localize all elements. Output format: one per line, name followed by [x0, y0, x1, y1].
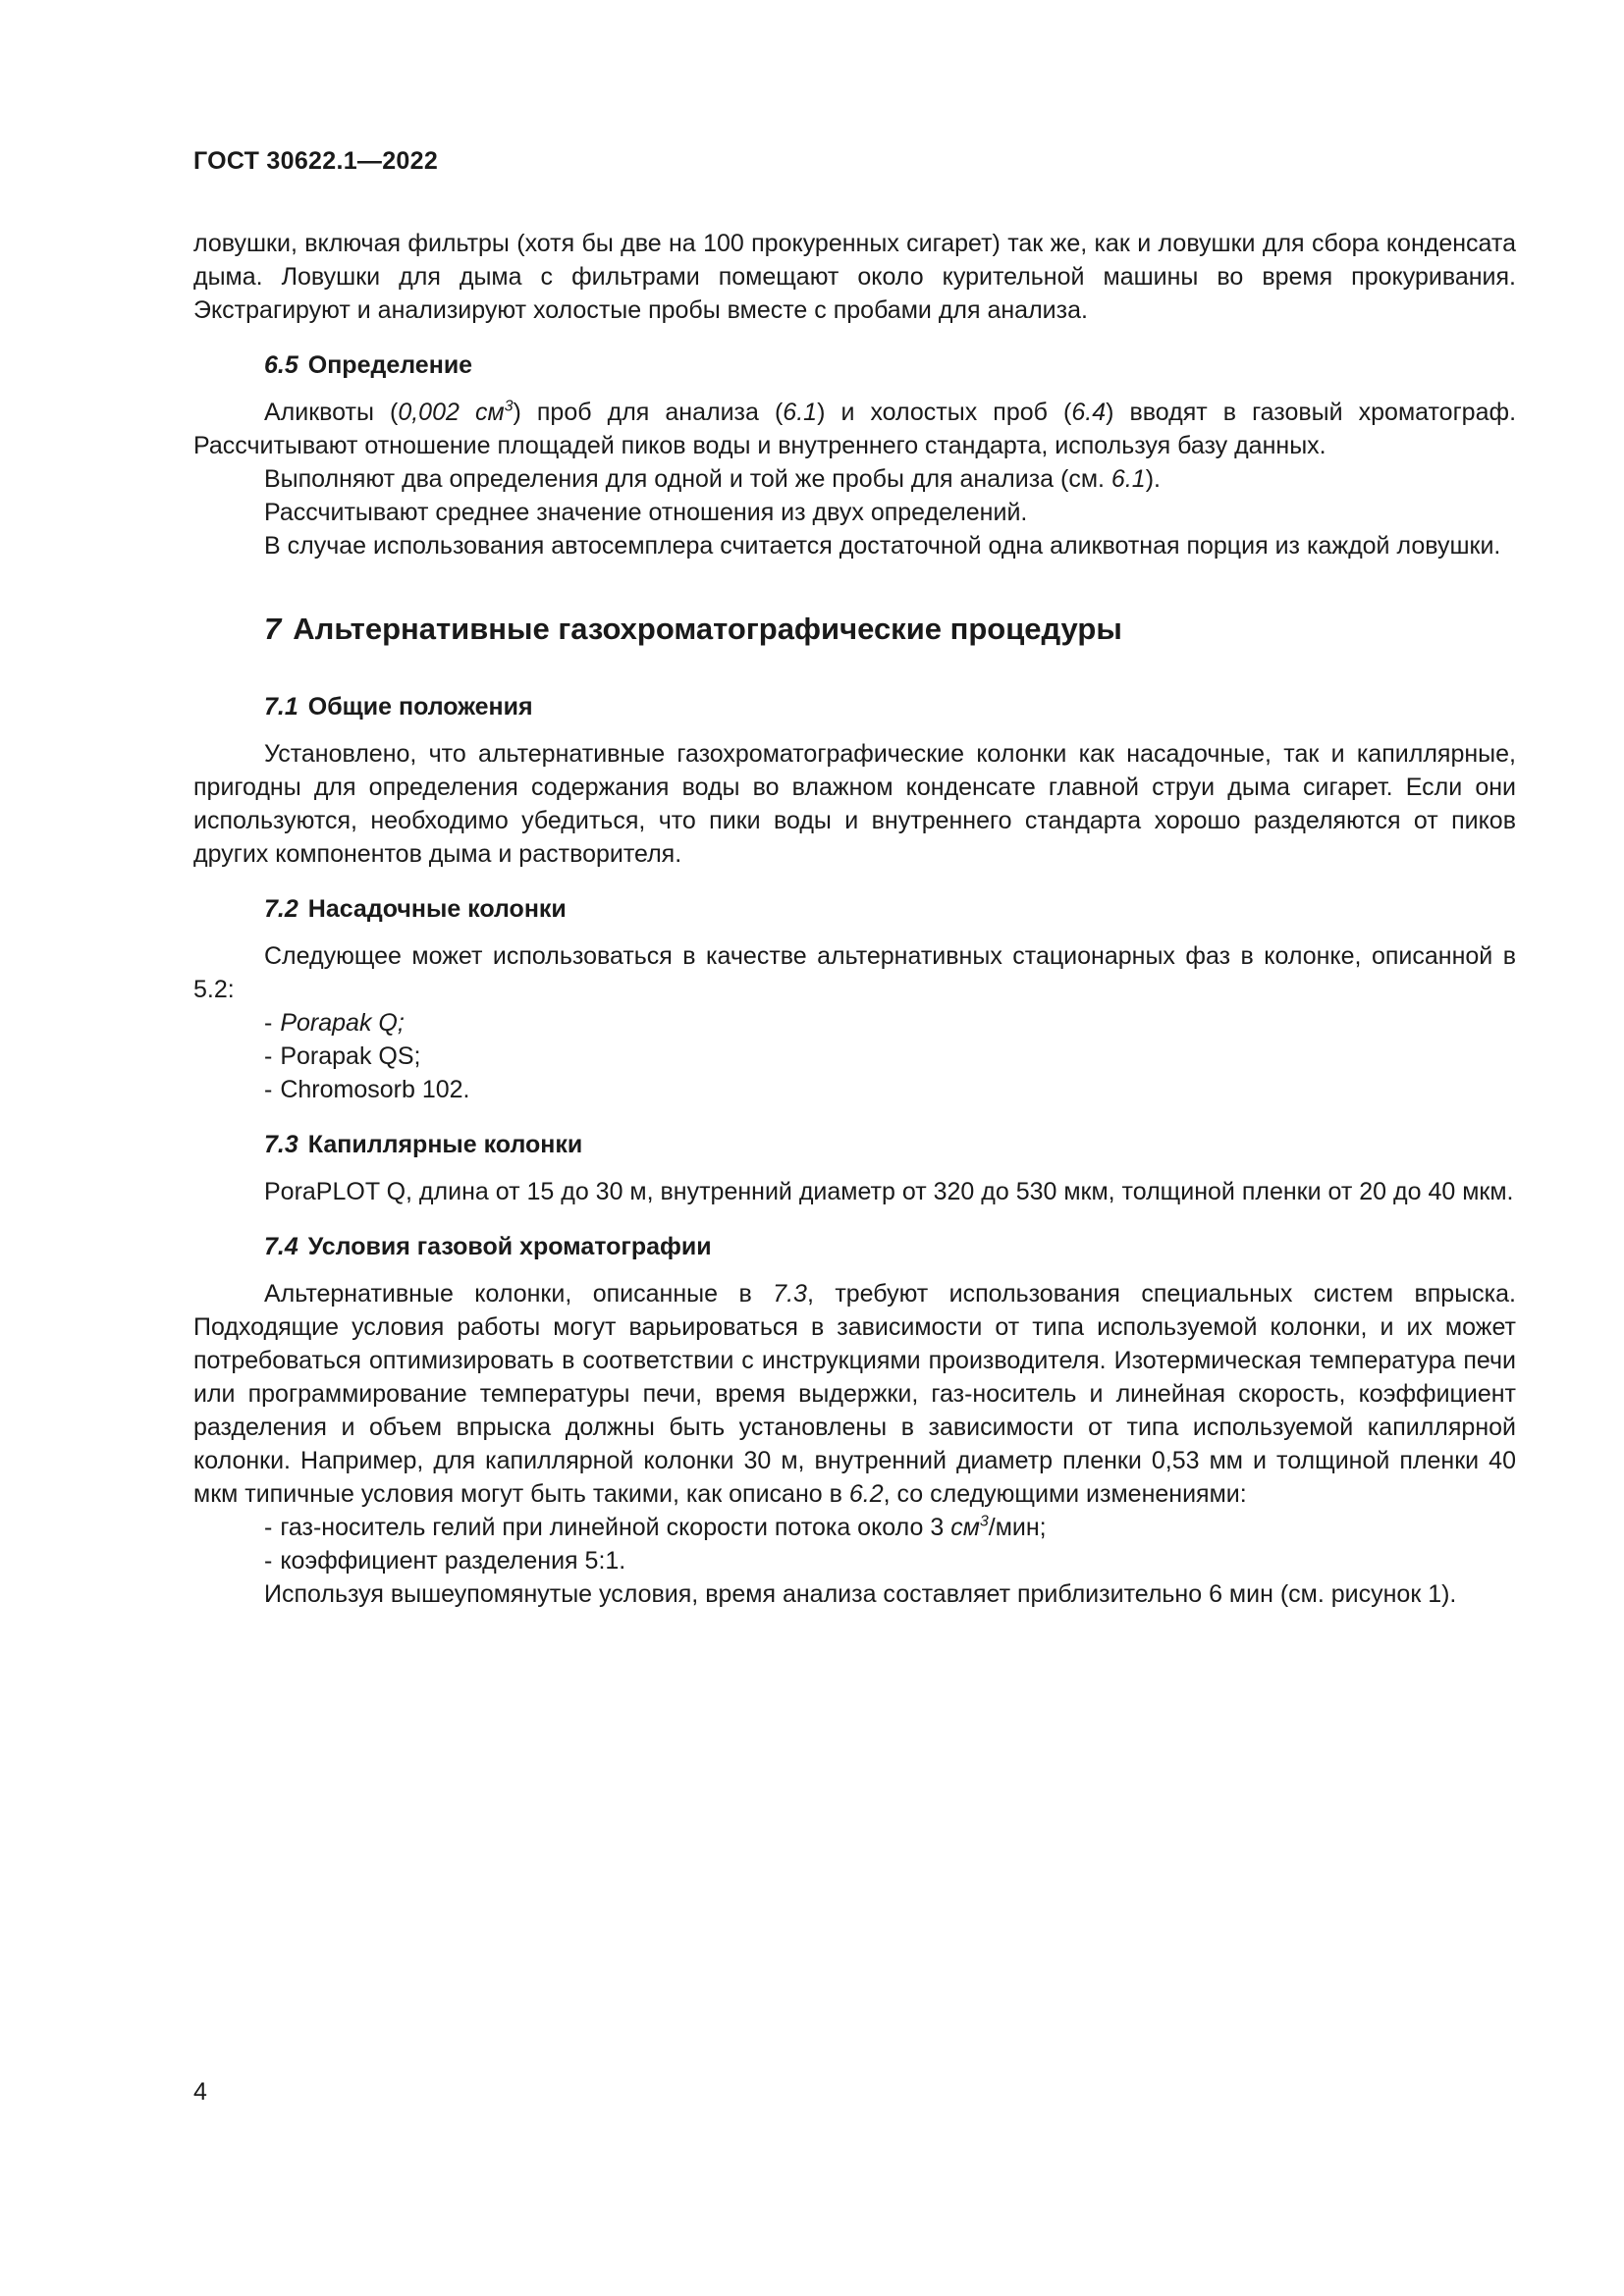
- section-title: Альтернативные газохроматографические процедуры: [293, 612, 1122, 646]
- intro-paragraph: ловушки, включая фильтры (хотя бы две на 100 прокуренных сигарет) так же, как и ловушки для сбора конденсата дыма. Ловушки для дыма с фильтрами помещают около курительной машины во время прокуривания. Экстрагируют и анализируют холостые пробы вместе с пробами для анализа.: [193, 230, 1516, 324]
- subsection-6-5-heading: [193, 348, 1516, 382]
- subsection-number: 7.2: [264, 895, 298, 923]
- subsection-number: 6.5: [264, 351, 298, 379]
- paragraph-two-determinations: Выполняют два определения для одной и той же пробы для анализа (см. 6.1).: [264, 465, 1161, 493]
- subsection-number: 7.4: [264, 1233, 298, 1260]
- list-item: - Porapak Q;: [264, 1009, 405, 1037]
- subsection-7-1-heading: [193, 690, 1516, 723]
- paragraph-analysis-time: Используя вышеупомянутые условия, время анализа составляет приблизительно 6 мин (см. рисунок 1).: [264, 1580, 1457, 1608]
- subsection-7-4-heading: [193, 1230, 1516, 1263]
- subsection-number: 7.1: [264, 693, 298, 721]
- section-7-heading: [193, 610, 1516, 649]
- document-page: [193, 147, 1516, 1611]
- paragraph-general: Установлено, что альтернативные газохроматографические колонки как насадочные, так и капиллярные, пригодны для определения содержания воды во влажном конденсате главной струи дыма сигарет. Если они используются, необходимо убедиться, что пики воды и внутреннего стандарта хорошо разделяются от пиков других компонентов дыма и растворителя.: [193, 740, 1516, 868]
- subsection-7-3-heading: [193, 1128, 1516, 1161]
- section-number: 7: [264, 612, 282, 646]
- paragraph-gc-conditions: Альтернативные колонки, описанные в 7.3, требуют использования специальных систем впрыска. Подходящие условия работы могут варьироваться в зависимости от типа используемой колонки, и их может потребоваться оптимизировать в соответствии с инструкциями производителя. Изотермическая температура печи или программирование температуры печи, время выдержки, газ-носитель и линейная скорость, коэффициент разделения и объем впрыска должны быть установлены в зависимости от типа используемой капиллярной колонки. Например, для капиллярной колонки 30 м, внутренний диаметр пленки 0,53 мм и толщиной пленки 40 мкм типичные условия могут быть такими, как описано в 6.2, со следующими изменениями:: [193, 1280, 1516, 1508]
- paragraph-aliquots: Аликвоты (0,002 $см^3$) проб для анализа (6.1) и холостых проб (6.4) вводят в газовый хроматограф. Рассчитывают отношение площадей пиков воды и внутреннего стандарта, используя базу данных.: [193, 398, 1517, 459]
- subsection-title: Условия газовой хроматографии: [307, 1233, 712, 1260]
- subsection-7-2-heading: [193, 892, 1516, 926]
- standard-header: ГОСТ 30622.1—2022: [193, 147, 439, 175]
- list-item: - коэффициент разделения 5:1.: [264, 1547, 626, 1575]
- subsection-title: Капиллярные колонки: [307, 1131, 583, 1158]
- stationary-phase-list: [193, 1006, 1516, 1106]
- subsection-number: 7.3: [264, 1131, 298, 1158]
- page-number: 4: [193, 2078, 207, 2106]
- paragraph-packed-columns: Следующее может использоваться в качестве альтернативных стационарных фаз в колонке, описанной в 5.2:: [193, 942, 1516, 1003]
- subsection-title: Определение: [307, 351, 473, 379]
- paragraph-mean-value: Рассчитывают среднее значение отношения из двух определений.: [264, 499, 1028, 526]
- subsection-title: Насадочные колонки: [307, 895, 567, 923]
- list-item: - Porapak QS;: [264, 1042, 421, 1070]
- list-item: - Chromosorb 102.: [264, 1076, 470, 1103]
- list-item: - газ-носитель гелий при линейной скорости потока около 3 $см^3$/мин;: [264, 1513, 1047, 1541]
- subsection-title: Общие положения: [307, 693, 533, 721]
- paragraph-capillary-columns: PoraPLOT Q, длина от 15 до 30 м, внутренний диаметр от 320 до 530 мкм, толщиной пленки от 20 до 40 мкм.: [264, 1178, 1514, 1205]
- paragraph-autosampler: В случае использования автосемплера считается достаточной одна аликвотная порция из каждой ловушки.: [264, 532, 1501, 560]
- changes-list: [193, 1511, 1516, 1577]
